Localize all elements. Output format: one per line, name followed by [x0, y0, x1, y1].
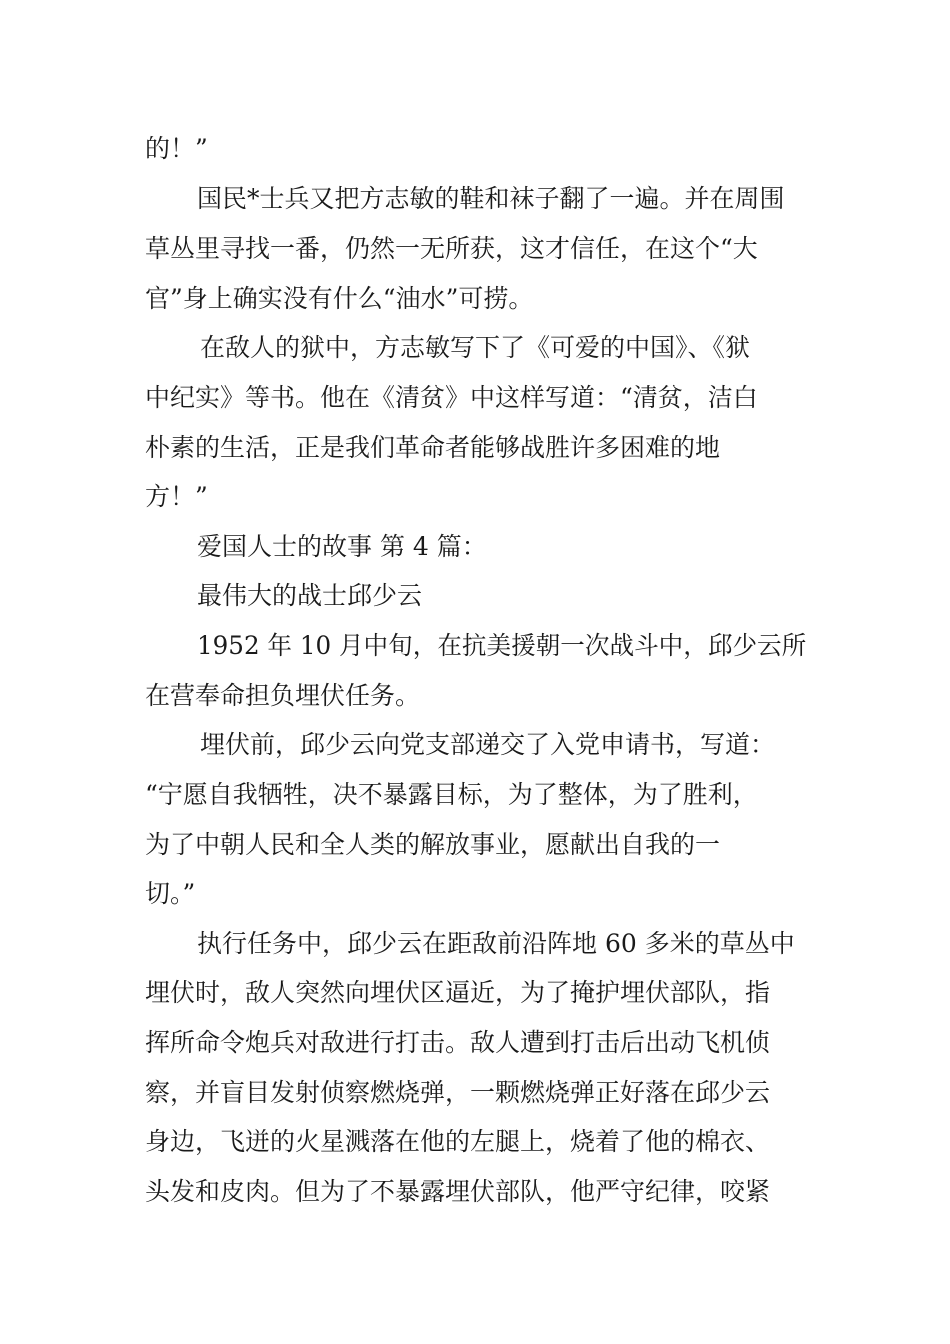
- text-line: [0, 274, 950, 324]
- text-line: [0, 1018, 950, 1068]
- line-text: 官”身上确实没有什么“油水”可捞。: [145, 284, 534, 313]
- text-line: [0, 720, 950, 770]
- text-line: [0, 124, 950, 174]
- text-line: [0, 423, 950, 473]
- section-heading: [0, 522, 950, 572]
- text-line: [0, 323, 950, 373]
- text-line: [0, 472, 950, 522]
- line-text: 执行任务中，邱少云在距敌前沿阵地 60 多米的草丛中: [197, 929, 795, 958]
- line-text: 在营奉命担负埋伏任务。: [145, 681, 421, 710]
- line-text: 埋伏前，邱少云向党支部递交了入党申请书，写道：: [200, 730, 776, 759]
- line-text: 中纪实》等书。他在《清贫》中这样写道：“清贫，洁白: [145, 383, 758, 412]
- text-line: [0, 1068, 950, 1118]
- line-text: 草丛里寻找一番，仍然一无所获，这才信任，在这个“大: [145, 234, 758, 263]
- text-line: [0, 869, 950, 919]
- line-text: 1952 年 10 月中旬，在抗美援朝一次战斗中，邱少云所: [197, 631, 807, 660]
- line-text: 在敌人的狱中，方志敏写下了《可爱的中国》、《狱: [200, 333, 751, 362]
- text-line: [0, 919, 950, 969]
- story-title: [0, 571, 950, 621]
- line-text: 切。”: [145, 879, 196, 908]
- line-text: 国民*士兵又把方志敏的鞋和袜子翻了一遍。并在周围: [197, 184, 785, 213]
- text-line: [0, 968, 950, 1018]
- text-line: [0, 174, 950, 224]
- line-text: 埋伏时，敌人突然向埋伏区逼近，为了掩护埋伏部队，指: [145, 978, 771, 1007]
- line-text: 爱国人士的故事 第 4 篇：: [197, 532, 487, 561]
- text-line: [0, 224, 950, 274]
- line-text: 方！”: [145, 482, 208, 511]
- line-text: 朴素的生活，正是我们革命者能够战胜许多困难的地: [145, 433, 721, 462]
- line-text: 身边，飞迸的火星溅落在他的左腿上，烧着了他的棉衣、: [145, 1127, 771, 1156]
- text-line: [0, 373, 950, 423]
- line-text: 最伟大的战士邱少云: [197, 581, 423, 610]
- line-text: 为了中朝人民和全人类的解放事业，愿献出自我的一: [145, 830, 721, 859]
- line-text: 的！”: [145, 134, 208, 163]
- text-line: [0, 820, 950, 870]
- text-line: [0, 770, 950, 820]
- line-text: 挥所命令炮兵对敌进行打击。敌人遭到打击后出动飞机侦: [145, 1028, 771, 1057]
- text-line: [0, 1167, 950, 1217]
- line-text: 头发和皮肉。但为了不暴露埋伏部队，他严守纪律，咬紧: [145, 1177, 771, 1206]
- text-line: [0, 621, 950, 671]
- line-text: 察，并盲目发射侦察燃烧弹，一颗燃烧弹正好落在邱少云: [145, 1078, 771, 1107]
- line-text: “宁愿自我牺牲，决不暴露目标，为了整体，为了胜利，: [145, 780, 758, 809]
- text-line: [0, 1117, 950, 1167]
- text-line: [0, 671, 950, 721]
